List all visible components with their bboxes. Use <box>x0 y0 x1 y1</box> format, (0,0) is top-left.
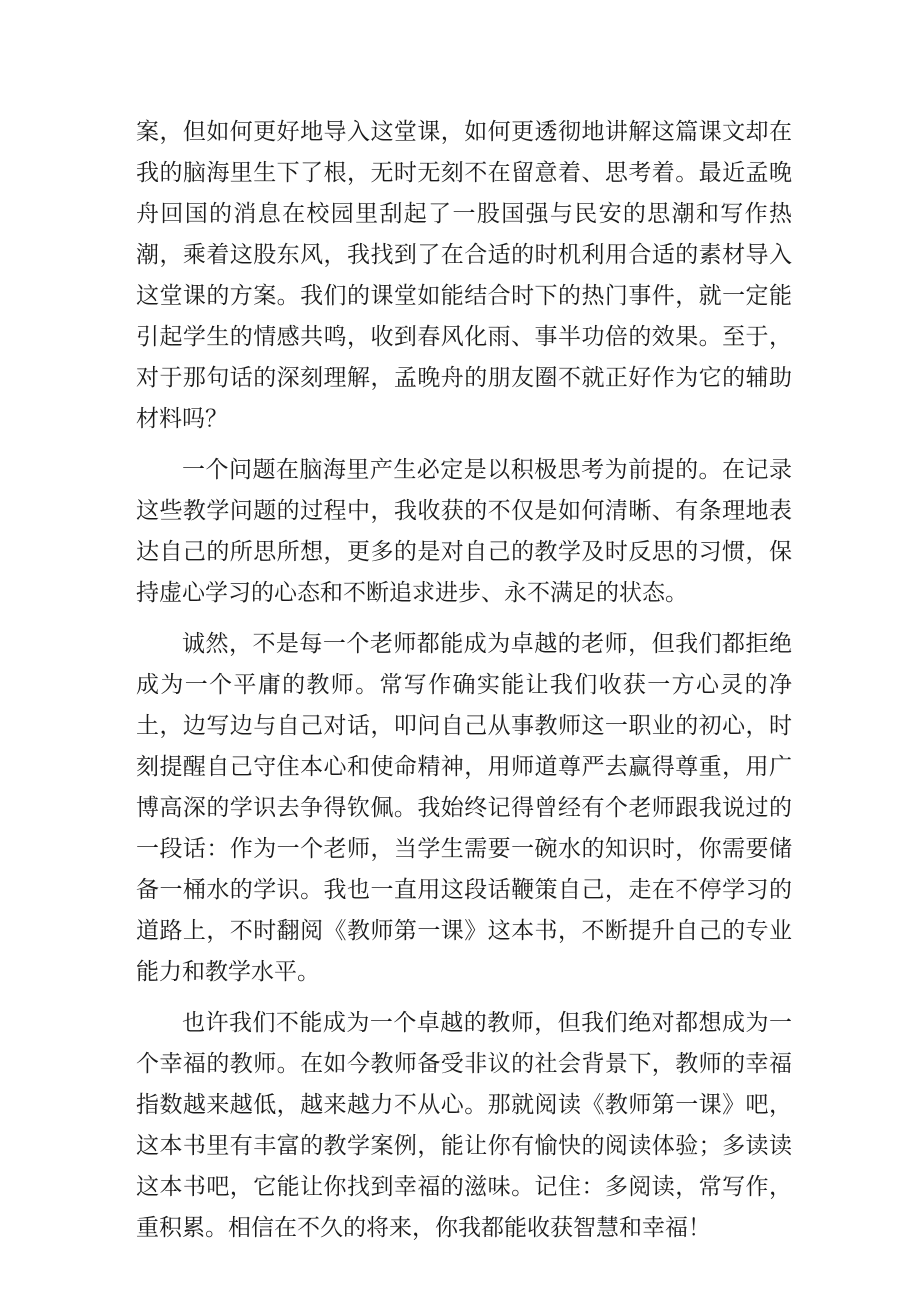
document-body <box>136 112 792 1259</box>
paragraph-continuation: 案，但如何更好地导入这堂课，如何更透彻地讲解这篇课文却在我的脑海里生下了根，无时无刻不在留意着、思考着。最近孟晚舟回国的消息在校园里刮起了一股国强与民安的思潮和写作热潮，乘着这股东风，我找到了在合适的时机利用合适的素材导入这堂课的方案。我们的课堂如能结合时下的热门事件，就一定能引起学生的情感共鸣，收到春风化雨、事半功倍的效果。至于，对于那句话的深刻理解，孟晚舟的朋友圈不就正好作为它的辅助材料吗？ <box>136 119 792 432</box>
paragraph-excellence: 诚然，不是每一个老师都能成为卓越的老师，但我们都拒绝成为一个平庸的教师。常写作确实能让我们收获一方心灵的净土，边写边与自己对话，叩问自己从事教师这一职业的初心，时刻提醒自己守住本心和使命精神，用师道尊严去赢得尊重，用广博高深的学识去争得钦佩。我始终记得曾经有个老师跟我说过的一段话：作为一个老师，当学生需要一碗水的知识时，你需要储备一桶水的学识。我也一直用这段话鞭策自己，走在不停学习的道路上，不时翻阅《教师第一课》这本书，不断提升自己的专业能力和教学水平。 <box>136 631 792 985</box>
paragraph-happiness: 也许我们不能成为一个卓越的教师，但我们绝对都想成为一个幸福的教师。在如今教师备受非议的社会背景下，教师的幸福指数越来越低，越来越力不从心。那就阅读《教师第一课》吧，这本书里有丰富的教学案例，能让你有愉快的阅读体验；多读读这本书吧，它能让你找到幸福的滋味。记住：多阅读，常写作，重积累。相信在不久的将来，你我都能收获智慧和幸福！ <box>136 1010 792 1241</box>
paragraph-reflection: 一个问题在脑海里产生必定是以积极思考为前提的。在记录这些教学问题的过程中，我收获的不仅是如何清晰、有条理地表达自己的所思所想，更多的是对自己的教学及时反思的习惯，保持虚心学习的心态和不断追求进步、永不满足的状态。 <box>136 457 792 606</box>
